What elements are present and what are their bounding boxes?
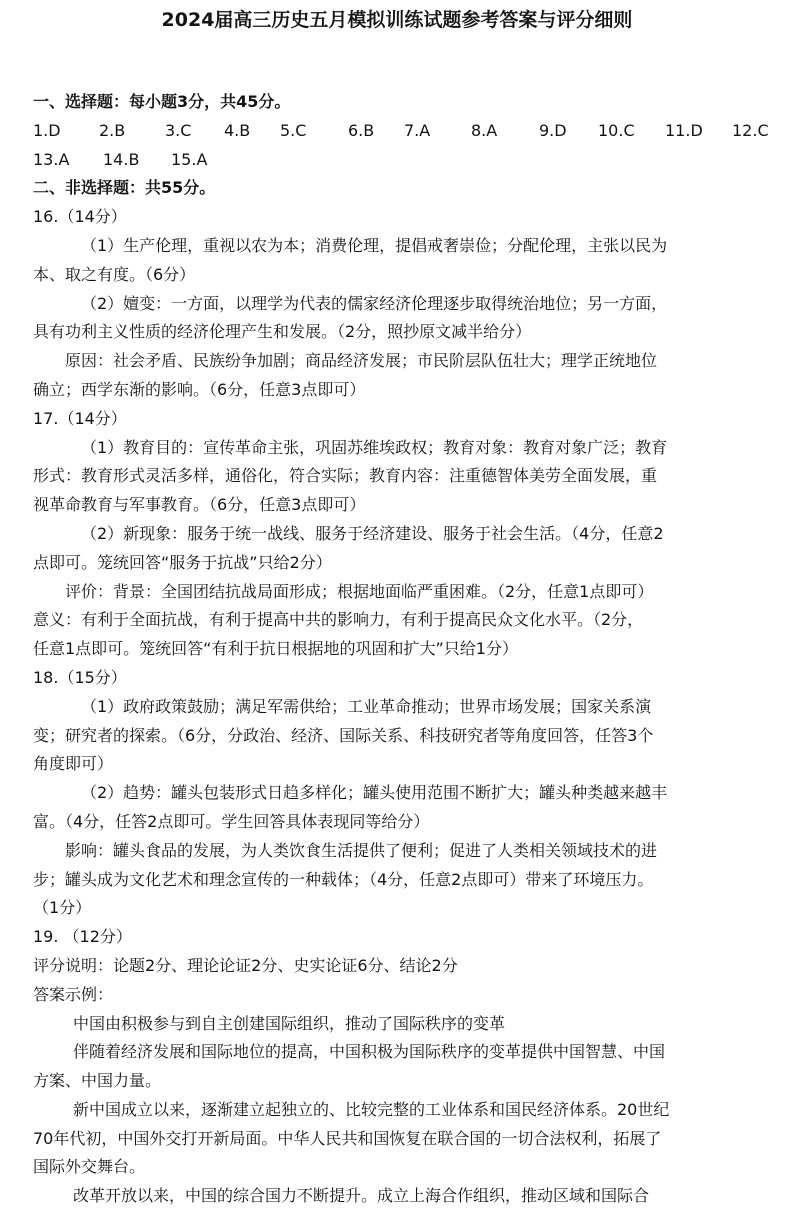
choice-answer: 3.C bbox=[165, 120, 192, 140]
question-number: 19. （12分） bbox=[33, 927, 132, 947]
choice-answer: 8.A bbox=[471, 120, 498, 140]
answer-paragraph-cont: （1分） bbox=[33, 898, 92, 918]
answer-paragraph-cont: 确立；西学东渐的影响。（6分，任意3点即可） bbox=[33, 379, 366, 399]
choice-answers-row-1 bbox=[33, 117, 776, 146]
answer-paragraph-cont: 形式：教育形式灵活多样，通俗化，符合实际；教育内容：注重德智体美劳全面发展，重 bbox=[33, 466, 658, 486]
essay-paragraph-cont: 70年代初，中国外交打开新局面。中华人民共和国恢复在联合国的一切合法权利，拓展了 bbox=[33, 1128, 662, 1148]
answer-paragraph-cont: 具有功利主义性质的经济伦理产生和发展。（2分，照抄原文减半给分） bbox=[33, 322, 532, 342]
choice-answer: 9.D bbox=[539, 120, 567, 140]
scoring-note: 评分说明：论题2分、理论论证2分、史实论证6分、结论2分 bbox=[33, 955, 458, 975]
section-heading-nonchoice: 二、非选择题：共55分。 bbox=[33, 178, 216, 198]
answer-paragraph: （1）生产伦理，重视以农为本；消费伦理，提倡戒奢崇俭；分配伦理，主张以民为 bbox=[81, 235, 668, 255]
answer-paragraph-cont: 任意1点即可。笼统回答“有利于抗日根据地的巩固和扩大”只给1分） bbox=[33, 639, 518, 659]
choice-answer: 10.C bbox=[598, 120, 635, 140]
question-number: 16.（14分） bbox=[33, 207, 127, 227]
answer-paragraph-cont: 意义：有利于全面抗战，有利于提高中共的影响力，有利于提高民众文化水平。（2分， bbox=[33, 610, 644, 630]
answer-paragraph: 影响：罐头食品的发展，为人类饮食生活提供了便利；促进了人类相关领域技术的进 bbox=[65, 840, 658, 860]
essay-paragraph: 新中国成立以来，逐渐建立起独立的、比较完整的工业体系和国民经济体系。20世纪 bbox=[73, 1099, 670, 1119]
document-title: 2024届高三历史五月模拟训练试题参考答案与评分细则 bbox=[161, 9, 633, 31]
answer-paragraph: （2）趋势：罐头包装形式日趋多样化；罐头使用范围不断扩大；罐头种类越来越丰 bbox=[81, 783, 668, 803]
choice-answer: 7.A bbox=[404, 120, 431, 140]
section-heading-choice: 一、选择题：每小题3分，共45分。 bbox=[33, 92, 291, 111]
essay-paragraph: 伴随着经济发展和国际地位的提高，中国积极为国际秩序的变革提供中国智慧、中国 bbox=[73, 1042, 666, 1062]
answer-paragraph: （2）新现象：服务于统一战线、服务于经济建设、服务于社会生活。（4分，任意2 bbox=[81, 523, 664, 543]
choice-answer: 1.D bbox=[33, 120, 61, 140]
choice-answer: 4.B bbox=[224, 120, 251, 140]
essay-paragraph-cont: 方案、中国力量。 bbox=[33, 1071, 162, 1091]
choice-answer: 5.C bbox=[280, 120, 307, 140]
choice-answer: 2.B bbox=[99, 120, 126, 140]
question-number: 18.（15分） bbox=[33, 667, 127, 687]
answer-example-label: 答案示例： bbox=[33, 984, 114, 1004]
answer-paragraph-cont: 富。（4分，任答2点即可。学生回答具体表现同等给分） bbox=[33, 811, 430, 831]
document-body bbox=[33, 88, 776, 1211]
choice-answer: 6.B bbox=[348, 120, 375, 140]
answer-paragraph: （2）嬗变：一方面，以理学为代表的儒家经济伦理逐步取得统治地位；另一方面， bbox=[81, 293, 668, 313]
answer-paragraph-cont: 视革命教育与军事教育。（6分，任意3点即可） bbox=[33, 495, 366, 515]
choice-answer: 14.B bbox=[103, 149, 140, 169]
answer-paragraph: 原因：社会矛盾、民族纷争加剧；商品经济发展；市民阶层队伍壮大；理学正统地位 bbox=[65, 351, 658, 371]
answer-paragraph-cont: 点即可。笼统回答“服务于抗战”只给2分） bbox=[33, 552, 332, 572]
answer-paragraph: 评价：背景：全国团结抗战局面形成；根据地面临严重困难。（2分，任意1点即可） bbox=[65, 581, 654, 601]
essay-thesis: 中国由积极参与到自主创建国际组织，推动了国际秩序的变革 bbox=[73, 1013, 506, 1033]
choice-answers-row-2 bbox=[33, 146, 776, 175]
answer-paragraph-cont: 角度即可） bbox=[33, 754, 114, 774]
essay-paragraph: 改革开放以来，中国的综合国力不断提升。成立上海合作组织，推动区域和国际合 bbox=[73, 1186, 650, 1206]
essay-paragraph-cont: 国际外交舞台。 bbox=[33, 1157, 146, 1177]
question-number: 17.（14分） bbox=[33, 408, 127, 428]
answer-paragraph: （1）政府政策鼓励；满足军需供给；工业革命推动；世界市场发展；国家关系演 bbox=[81, 696, 652, 716]
choice-answer: 15.A bbox=[171, 149, 208, 169]
answer-paragraph-cont: 步；罐头成为文化艺术和理念宣传的一种载体；（4分，任意2点即可）带来了环境压力。 bbox=[33, 869, 654, 889]
answer-paragraph-cont: 本、取之有度。（6分） bbox=[33, 264, 196, 284]
choice-answer: 12.C bbox=[732, 120, 769, 140]
answer-paragraph: （1）教育目的：宣传革命主张，巩固苏维埃政权；教育对象：教育对象广泛；教育 bbox=[81, 437, 668, 457]
choice-answer: 11.D bbox=[665, 120, 703, 140]
answer-paragraph-cont: 变；研究者的探索。（6分，分政治、经济、国际关系、科技研究者等角度回答，任答3个 bbox=[33, 725, 654, 745]
choice-answer: 13.A bbox=[33, 149, 70, 169]
